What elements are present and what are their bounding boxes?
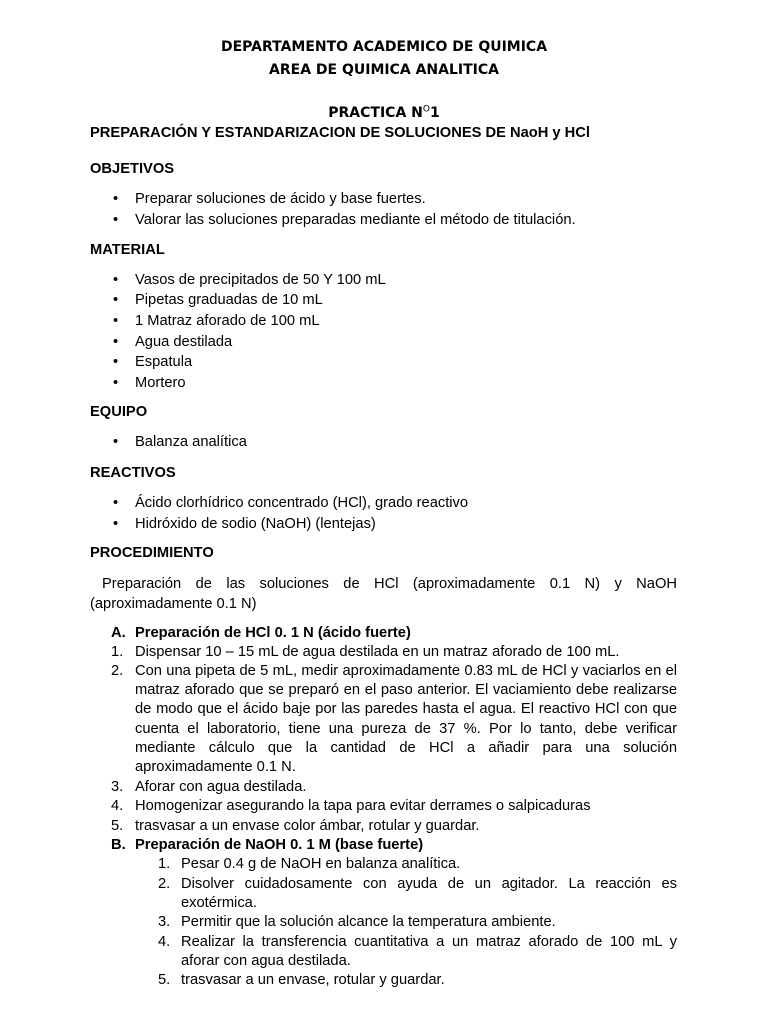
step-number: 1. — [111, 644, 124, 660]
step-number: 4. — [158, 934, 171, 950]
section-b-step — [158, 913, 677, 932]
reactivos-heading: REACTIVOS — [90, 465, 176, 481]
section-a-title — [111, 624, 677, 643]
equipo-heading: EQUIPO — [90, 404, 148, 420]
section-a-label: A. — [111, 625, 126, 641]
section-a-step — [111, 778, 677, 797]
section-b-step — [158, 855, 677, 874]
material-item: • Vasos de precipitados de 50 Y 100 mL — [135, 272, 386, 288]
practica-text: PRACTICA N — [328, 105, 423, 121]
reactivo-item: • Hidróxido de sodio (NaOH) (lentejas) — [135, 516, 376, 532]
section-a-step — [111, 817, 677, 836]
step-text: trasvasar a un envase, rotular y guardar. — [181, 972, 445, 988]
step-text: Realizar la transferencia cuantitativa a un matraz aforado de 100 mL y aforar con agua destilada. — [181, 934, 677, 970]
step-number: 2. — [111, 663, 124, 679]
step-number: 3. — [111, 779, 124, 795]
reactivo-item: • Ácido clorhídrico concentrado (HCl), grado reactivo — [135, 495, 468, 511]
material-item: • Pipetas graduadas de 10 mL — [135, 292, 323, 308]
section-b-label: B. — [111, 837, 126, 853]
step-text: Pesar 0.4 g de NaOH en balanza analítica. — [181, 856, 461, 872]
area-heading: AREA DE QUIMICA ANALITICA — [269, 62, 499, 78]
step-text: trasvasar a un envase color ámbar, rotular y guardar. — [135, 818, 480, 834]
practica-superscript: O — [422, 104, 430, 115]
practica-number: 1 — [429, 105, 440, 121]
objetivos-heading: OBJETIVOS — [90, 161, 175, 177]
step-text: Dispensar 10 – 15 mL de agua destilada en un matraz aforado de 100 mL. — [135, 644, 620, 660]
step-number: 5. — [111, 818, 124, 834]
section-b-step — [158, 933, 677, 971]
procedimiento-intro: Preparación de las soluciones de HCl (aproximadamente 0.1 N) y NaOH (aproximadamente 0.1 N) — [90, 576, 677, 612]
objetivo-item: • Valorar las soluciones preparadas mediante el método de titulación. — [135, 212, 576, 228]
material-item: • 1 Matraz aforado de 100 mL — [135, 313, 320, 329]
step-number: 5. — [158, 972, 171, 988]
step-text: Aforar con agua destilada. — [135, 779, 307, 795]
step-text: Con una pipeta de 5 mL, medir aproximadamente 0.83 mL de HCl y vaciarlos en el matraz aforado que se preparó en el paso anterior. El vaciamiento debe realizarse de modo que el ácido baje por las paredes hasta el agua. El reactivo HCl con que cuenta el laboratorio, tiene una pureza de 37 %. Por lo tanto, debe verificar mediante cálculo que la cantidad de HCl a añadir para una solución aproximadamente 0.1 N. — [135, 663, 677, 776]
step-text: Disolver cuidadosamente con ayuda de un agitador. La reacción es exotérmica. — [181, 876, 677, 912]
step-text: Permitir que la solución alcance la temperatura ambiente. — [181, 914, 556, 930]
section-a-step — [111, 643, 677, 662]
material-heading: MATERIAL — [90, 242, 165, 258]
practica-heading — [0, 105, 768, 121]
step-text: Homogenizar asegurando la tapa para evitar derrames o salpicaduras — [135, 798, 591, 814]
material-item: • Espatula — [135, 354, 192, 370]
section-b-title — [111, 836, 677, 855]
objetivo-item: • Preparar soluciones de ácido y base fuertes. — [135, 191, 426, 207]
section-b-title-text: Preparación de NaOH 0. 1 M (base fuerte) — [135, 837, 424, 853]
step-number: 2. — [158, 876, 171, 892]
procedimiento-heading: PROCEDIMIENTO — [90, 545, 214, 561]
step-number: 3. — [158, 914, 171, 930]
document-title: PREPARACIÓN Y ESTANDARIZACION DE SOLUCIONES DE NaoH y HCl — [90, 125, 590, 141]
material-item: • Agua destilada — [135, 334, 232, 350]
section-b-step — [158, 971, 677, 990]
section-b-step — [158, 875, 677, 913]
section-a-step — [111, 662, 677, 777]
step-number: 1. — [158, 856, 171, 872]
step-number: 4. — [111, 798, 124, 814]
equipo-item: • Balanza analítica — [135, 434, 247, 450]
section-a-title-text: Preparación de HCl 0. 1 N (ácido fuerte) — [135, 625, 411, 641]
material-item: • Mortero — [135, 375, 186, 391]
section-a-step — [111, 797, 677, 816]
department-heading: DEPARTAMENTO ACADEMICO DE QUIMICA — [220, 39, 548, 55]
